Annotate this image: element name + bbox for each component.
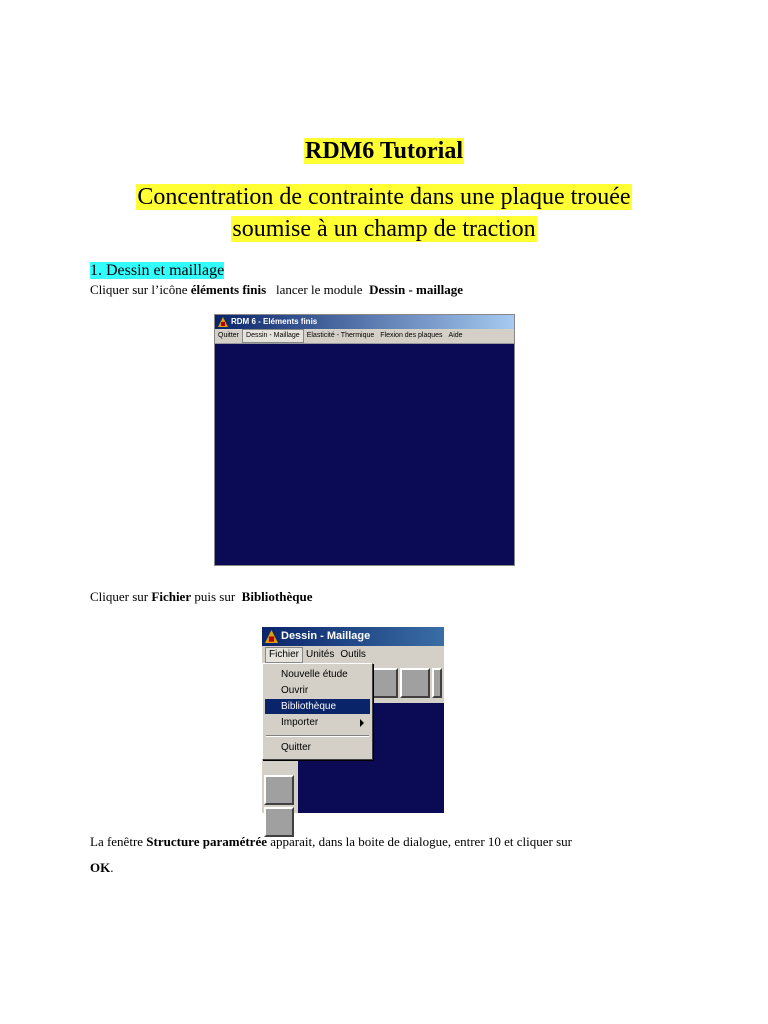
menu-separator	[266, 735, 369, 737]
toolbar-button[interactable]	[432, 668, 442, 698]
subtitle-line-1: Concentration de contrainte dans une plaque trouée	[137, 184, 631, 210]
menu-elasticite-thermique[interactable]: Elasticité - Thermique	[306, 332, 375, 339]
subtitle-line-2: soumise à un champ de traction	[232, 216, 536, 242]
window-menubar	[262, 646, 444, 664]
fichier-dropdown-menu	[262, 663, 373, 760]
menu-item-importer[interactable]: Importer	[265, 715, 370, 730]
toolbar-button[interactable]	[264, 807, 294, 837]
menu-item-ouvrir[interactable]: Ouvrir	[281, 685, 309, 696]
menu-unites[interactable]: Unités	[306, 649, 335, 660]
document-title: RDM6 Tutorial	[304, 138, 463, 164]
menu-fichier[interactable]: Fichier	[265, 647, 303, 663]
submenu-arrow-icon	[360, 719, 364, 727]
window-menubar	[215, 329, 514, 344]
menu-aide[interactable]: Aide	[448, 332, 463, 339]
menu-item-nouvelle-etude[interactable]: Nouvelle étude	[281, 669, 348, 680]
rdm-app-icon	[265, 630, 278, 643]
instruction-paragraph-2: Cliquer sur Fichier puis sur Bibliothèque	[90, 589, 313, 604]
window-titlebar: Dessin - Maillage	[262, 627, 444, 646]
menu-item-bibliotheque[interactable]: Bibliothèque	[265, 699, 370, 714]
rdm6-main-window-screenshot	[214, 314, 515, 566]
instruction-paragraph-3-end: OK.	[90, 860, 114, 875]
menu-item-quitter[interactable]: Quitter	[281, 742, 312, 753]
instruction-paragraph-1: Cliquer sur l’icône éléments finis lancer le module Dessin - maillage	[90, 282, 463, 297]
menu-flexion-plaques[interactable]: Flexion des plaques	[380, 332, 443, 339]
rdm-app-icon	[218, 317, 228, 327]
menu-outils[interactable]: Outils	[340, 649, 366, 660]
menu-quitter[interactable]: Quitter	[218, 332, 240, 339]
toolbar-button[interactable]	[400, 668, 430, 698]
toolbar-button[interactable]	[264, 775, 294, 805]
window-titlebar: RDM 6 - Eléments finis	[215, 315, 514, 329]
section-heading: 1. Dessin et maillage	[90, 262, 225, 279]
instruction-paragraph-3: La fenêtre Structure paramétrée apparait, dans la boite de dialogue, entrer 10 et cliquer sur	[90, 834, 573, 849]
menu-dessin-maillage[interactable]: Dessin - Maillage	[242, 329, 304, 343]
